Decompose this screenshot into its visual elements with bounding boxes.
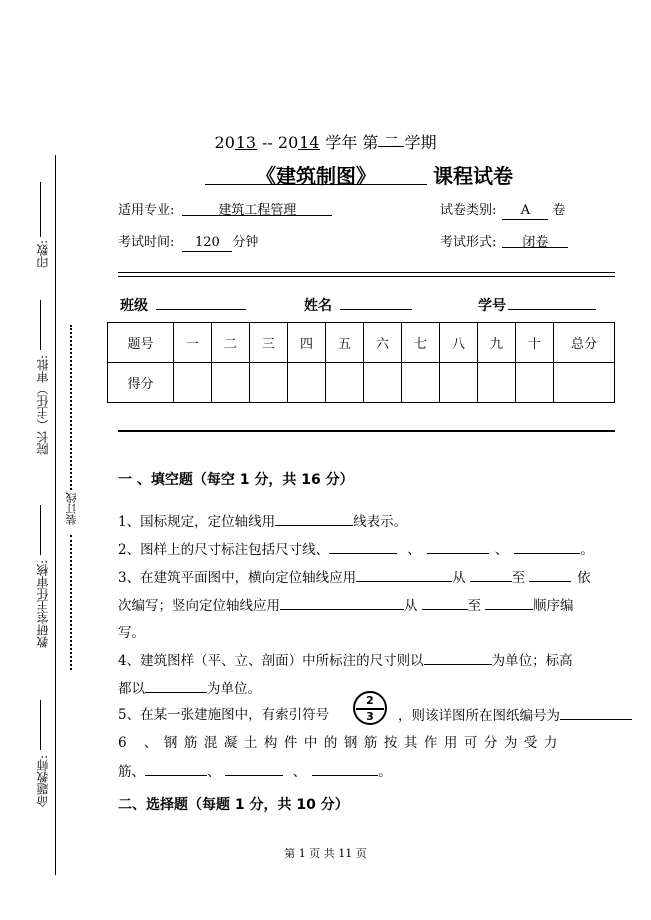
question-2: 2、图样上的尺寸标注包括尺寸线、 、 、 。 (118, 537, 594, 558)
name-field: 姓名 (304, 293, 412, 315)
score-cell[interactable] (478, 363, 516, 403)
column-header: 四 (288, 323, 326, 363)
exam-time-row: 考试时间: 120 分钟 (118, 235, 259, 250)
question-6-line2: 筋、 、 、 。 (118, 759, 392, 780)
sidebar-vertical-line (55, 155, 56, 875)
section2-title: 二、选择题（每题 1 分，共 10 分） (118, 797, 349, 813)
column-header: 二 (212, 323, 250, 363)
score-cell[interactable] (250, 363, 288, 403)
section-rule (118, 430, 615, 432)
total-score-cell[interactable] (554, 363, 615, 403)
score-cell[interactable] (212, 363, 250, 403)
column-header: 十 (516, 323, 554, 363)
column-header: 一 (174, 323, 212, 363)
question-3-line3: 写。 (118, 625, 145, 641)
score-cell[interactable] (440, 363, 478, 403)
question-1: 1、国标规定，定位轴线用 线表示。 (118, 509, 407, 530)
index-symbol: 2 3 (353, 691, 387, 725)
question-5-cont: ，则该详图所在图纸编号为 (398, 703, 632, 724)
question-number-header: 题号 (108, 323, 174, 363)
paper-type-row: 试卷类别: A 卷 (440, 203, 566, 218)
column-header: 九 (478, 323, 516, 363)
column-header: 八 (440, 323, 478, 363)
question-6-line1: 6 、钢筋混凝土构件中的钢筋按其作用可分为受力 (118, 735, 564, 751)
course-title: 《建筑制图》 课程试卷 (205, 160, 513, 189)
page-footer: 第 1 页 共 11 页 (284, 847, 367, 860)
question-4-line2: 都以 为单位。 (118, 676, 261, 697)
major-row: 适用专业: 建筑工程管理 (118, 199, 332, 218)
total-header: 总分 (554, 323, 615, 363)
question-3-line1: 3、在建筑平面图中，横向定位轴线应用 从 至 依 (118, 565, 591, 586)
score-cell[interactable] (174, 363, 212, 403)
score-cell[interactable] (402, 363, 440, 403)
exam-form-row: 考试形式: 闭卷 (440, 231, 568, 250)
column-header: 六 (364, 323, 402, 363)
double-rule-top (118, 272, 615, 273)
score-cell[interactable] (516, 363, 554, 403)
academic-year-line: 2013 -- 2014 学年 第 二 学期 (0, 130, 651, 153)
score-row-label: 得分 (108, 363, 174, 403)
column-header: 三 (250, 323, 288, 363)
question-3-line2: 次编写；竖向定位轴线应用 从 至 顺序编 (118, 593, 574, 614)
student-id-field: 学号 (478, 293, 596, 315)
score-table (107, 322, 615, 403)
column-header: 五 (326, 323, 364, 363)
score-cell[interactable] (326, 363, 364, 403)
double-rule-bottom (118, 276, 615, 277)
column-header: 七 (402, 323, 440, 363)
question-4-line1: 4、建筑图样（平、立、剖面）中所标注的尺寸则以 为单位；标高 (118, 648, 573, 669)
question-5: 5、在某一张建施图中，有索引符号 (118, 707, 330, 723)
score-cell[interactable] (364, 363, 402, 403)
score-cell[interactable] (288, 363, 326, 403)
class-field: 班级 (120, 293, 246, 315)
section1-title: 一 、填空题（每空 1 分，共 16 分） (118, 472, 354, 488)
